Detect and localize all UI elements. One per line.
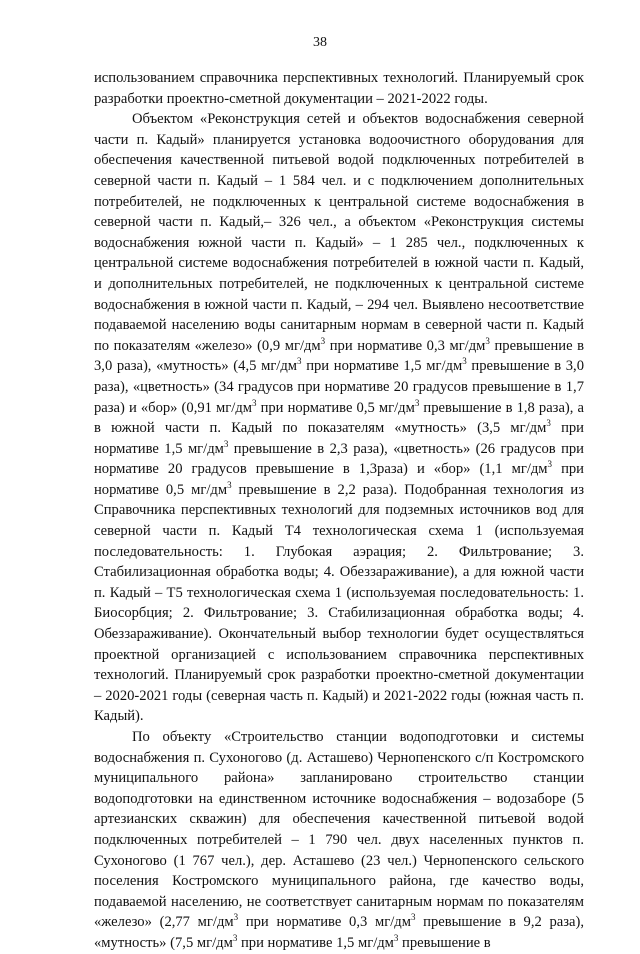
superscript: 3	[547, 459, 553, 470]
superscript: 3	[546, 418, 551, 429]
paragraph	[94, 109, 584, 727]
text-segment: превышение в 9,2 раза), «мутность» (7,5 мг/дм	[94, 914, 585, 951]
superscript: 3	[251, 397, 257, 408]
superscript: 3	[410, 912, 416, 923]
page-number: 38	[313, 35, 327, 50]
superscript: 3	[227, 480, 232, 491]
superscript: 3	[297, 356, 302, 367]
superscript: 3	[485, 335, 490, 346]
text-segment: при нормативе 1,5 мг/дм	[94, 420, 584, 457]
superscript: 3	[414, 397, 420, 408]
superscript: 3	[233, 912, 239, 923]
superscript: 3	[223, 438, 229, 449]
text-segment: использованием справочника перспективных технологий. Планируемый срок разработки проектно-сметной документации – 2021-2022 годы.	[94, 70, 584, 107]
text-segment: Объектом «Реконструкция сетей и объектов водоснабжения северной части п. Кадый» планируется установка водоочистного оборудования для обеспечения качественной питьевой водой подключенных потребителей в северной части п. Кадый – 1 584 чел. и с подключением дополнительных потребителей, не подключенных к центральной системе водоснабжения в северной части п. Кадый,– 326 чел., а объектом «Реконструкция системы водоснабжения южной части п. Кадый» – 1 285 чел., подключенных к центральной системе водоснабжения потребителей в южной части п. Кадый, и дополнительных потребителей, не подключенных к центральной системе водоснабжения в южной части п. Кадый, – 294 чел. Выявлено несоответствие подаваемой населению воды санитарным нормам в северной части п. Кадый по показателям «железо» (0,9 мг/дм	[94, 111, 584, 354]
text-segment: при нормативе 1,5 мг/дм	[301, 358, 463, 375]
text-segment: превышение в 2,3 раза), «цветность» (26 градусов при нормативе 20 градусов превышение в 1,3раза) и «бор» (1,1 мг/дм	[94, 440, 584, 478]
superscript: 3	[462, 356, 467, 367]
paragraph	[94, 68, 584, 109]
superscript: 3	[232, 933, 238, 944]
text-segment: при нормативе 0,5 мг/дм	[256, 399, 415, 416]
text-segment: при нормативе 0,3 мг/дм	[238, 914, 411, 931]
text-segment: превышение в 2,2 раза). Подобранная технология из Справочника перспективных технологий для подземных источников вод для северной части п. Кадый Т4 технологическая схема 1 (используемая последовательность: 1. Глубокая аэрация; 2. Фильтрование; 3. Стабилизационная обработка воды; 4. Обеззараживание), а для южной части п. Кадый – Т5 технологическая схема 1 (используемая последовательность: 1. Биосорбция; 2. Фильтрование; 3. Стабилизационная обработка воды; 4. Обеззараживание). Окончательный выбор технологии будет осуществляться проектной организацией с использованием справочника перспективных технологий. Планируемый срок разработки проектно-сметной документации – 2020-2021 годы (северная часть п. Кадый) и 2021-2022 годы (южная часть п. Кадый).	[94, 481, 584, 725]
text-segment: при нормативе 0,5 мг/дм	[94, 461, 584, 498]
text-segment: при нормативе 1,5 мг/дм	[237, 934, 394, 951]
text-segment: превышение в 3,0 раза), «мутность» (4,5 мг/дм	[94, 337, 585, 375]
text-segment: превышение в 3,0 раза), «цветность» (34 градусов при нормативе 20 градусов превышение в 1,7 раза) и «бор» (0,91 мг/дм	[94, 358, 585, 416]
paragraph	[94, 727, 584, 954]
body-text	[94, 68, 584, 954]
text-segment: превышение в 1,8 раза), а в южной части п. Кадый по показателям «мутность» (3,5 мг/дм	[94, 399, 584, 437]
superscript: 3	[320, 335, 326, 346]
text-segment: при нормативе 0,3 мг/дм	[325, 337, 486, 354]
text-segment: превышение в	[398, 934, 491, 951]
text-segment: По объекту «Строительство станции водоподготовки и системы водоснабжения п. Сухоногово (д. Асташево) Чернопенского с/п Костромского муниципального района» запланировано строительство станции водоподготовки на единственном источнике водоснабжения – водозаборе (5 артезианских скважин) для обеспечения качественной питьевой водой подключенных потребителей – 1 790 чел. двух населенных пунктов п. Сухоногово (1 767 чел.), дер. Асташево (23 чел.) Чернопенского сельского поселения Костромского муниципального района, где качество воды, подаваемой населению, не соответствует санитарным нормам по показателям «железо» (2,77 мг/дм	[94, 729, 584, 931]
superscript: 3	[393, 933, 399, 944]
